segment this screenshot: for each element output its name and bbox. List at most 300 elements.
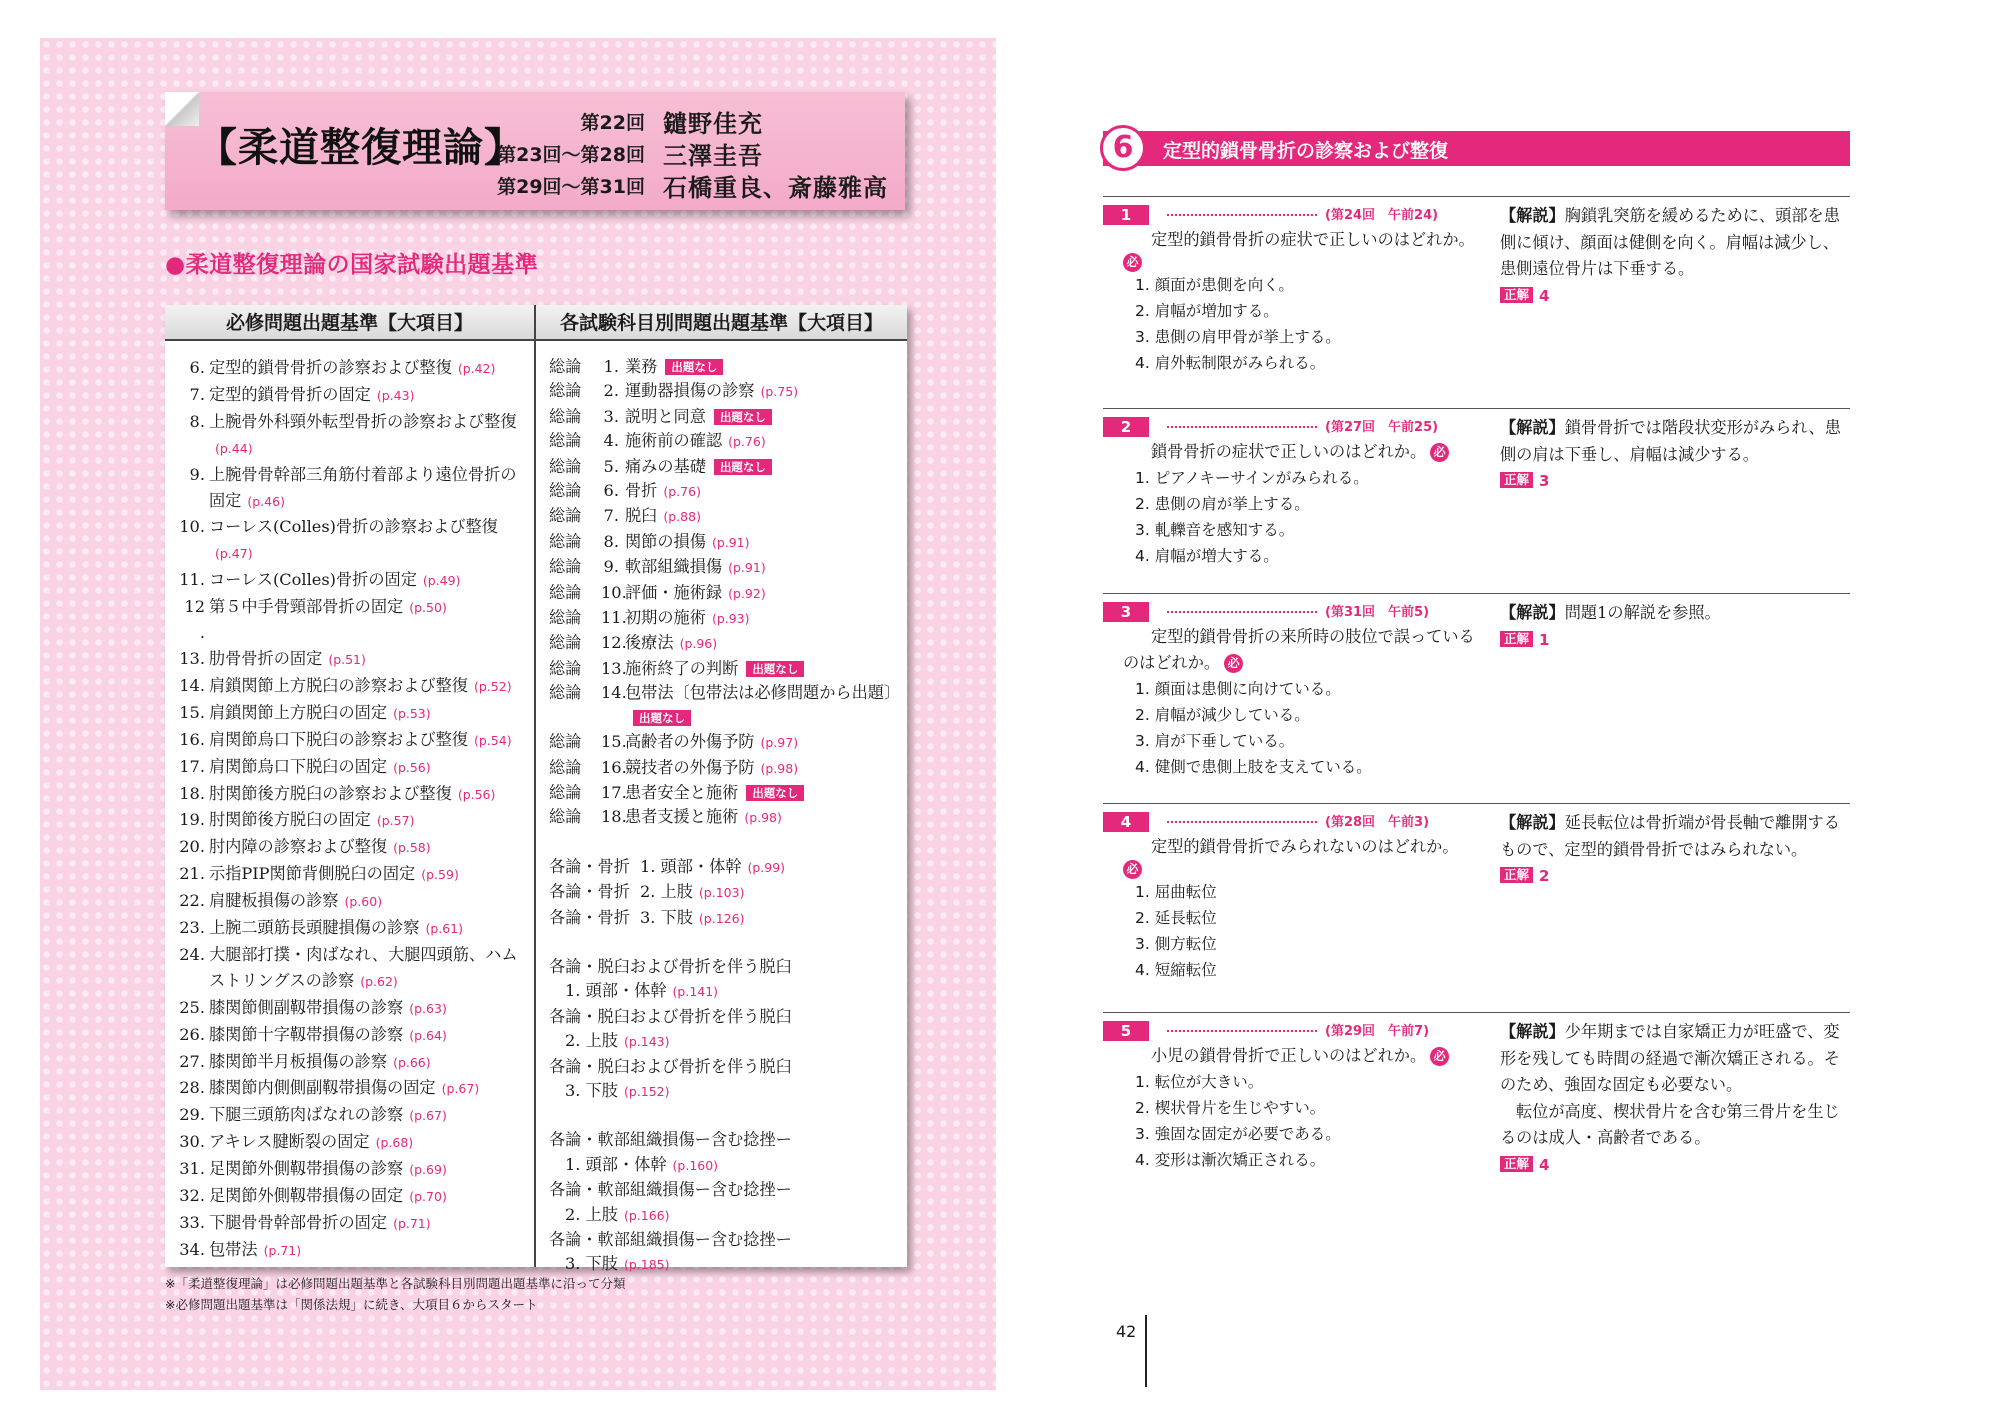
answer-option: 2. 肩幅が増加する。 [1135, 302, 1279, 320]
list-item [549, 781, 899, 805]
item-label: 肩腱板損傷の診察 [209, 891, 339, 911]
problem-number-badge: 3 [1103, 602, 1149, 622]
item-label: 3. 下肢 [565, 1254, 618, 1274]
item-category: 総論 [549, 531, 582, 551]
answer-option: 3. 側方転位 [1135, 935, 1217, 953]
item-label: 説明と同意 [625, 406, 706, 426]
list-item [175, 915, 527, 942]
page-reference: (p.75) [760, 384, 799, 400]
not-tested-badge: 出題なし [714, 459, 772, 475]
item-number: 21. [179, 864, 205, 884]
item-label: 肩関節烏口下脱臼の固定 [209, 756, 388, 776]
list-item [549, 379, 899, 404]
explanation [1500, 810, 1850, 890]
item-label: 下肢 [660, 907, 693, 927]
problem-number-badge: 1 [1103, 205, 1149, 225]
item-text [209, 861, 527, 888]
item-heading: 各論・脱臼および骨折を伴う脱臼 [549, 1006, 792, 1026]
soft-tissue-group [549, 1128, 899, 1277]
correct-answer-badge: 正解 [1500, 867, 1533, 883]
explanation-paragraph [1500, 600, 1850, 627]
explanation-label: 【解説】 [1500, 603, 1565, 622]
list-item [549, 681, 899, 730]
page-reference: (p.98) [744, 810, 782, 826]
item-text [209, 915, 527, 942]
list-item [549, 405, 899, 429]
item-number: 16. [179, 729, 205, 749]
explanation-text: 少年期までは自家矯正力が旺盛で、変形を残しても時間の経過で漸次矯正される。そのため、強固な固定も必要ない。 [1500, 1022, 1840, 1094]
explanation-paragraph [1500, 1019, 1850, 1099]
item-text [625, 479, 899, 504]
list-item [175, 594, 527, 646]
explanation-text: 鎖骨骨折では階段状変形がみられ、患側の肩は下垂し、肩幅は減少する。 [1500, 418, 1841, 464]
item-number: 6. [603, 481, 619, 501]
item-text [209, 409, 527, 462]
list-item [175, 754, 527, 781]
page-reference: (p.66) [393, 1054, 431, 1070]
item-label: 2. 上肢 [565, 1204, 618, 1224]
list-item [175, 1210, 527, 1237]
list-item [175, 409, 527, 462]
list-item [549, 606, 899, 631]
question-text: 定型的鎖骨骨折の来所時の肢位で誤っているのはどれか。 [1123, 627, 1475, 672]
not-tested-badge: 出題なし [746, 661, 804, 677]
answer-option: 2. 肩幅が減少している。 [1135, 706, 1310, 724]
item-label: 包帯法 [209, 1239, 258, 1259]
page-reference: (p.160) [672, 1157, 719, 1173]
item-label: 関節の損傷 [625, 531, 706, 551]
item-number: 14. [179, 675, 205, 695]
not-tested-badge: 出題なし [746, 785, 804, 801]
item-number: 34. [179, 1239, 205, 1259]
dotted-leader [1167, 426, 1317, 428]
item-text [625, 455, 899, 479]
list-item [175, 834, 527, 861]
answer-option: 4. 短縮転位 [1135, 961, 1217, 979]
page-reference: (p.166) [623, 1207, 670, 1223]
item-category: 総論 [549, 582, 582, 602]
item-label: 大腿部打撲・肉ばなれ、大腿四頭筋、ハムストリングスの診察 [209, 944, 518, 990]
item-label: 定型的鎖骨骨折の固定 [209, 384, 371, 404]
dotted-leader [1167, 214, 1317, 216]
item-number: 9. [603, 557, 619, 577]
item-number: 18. [179, 783, 205, 803]
item-text [209, 754, 527, 781]
item-label: 施術前の確認 [625, 431, 723, 451]
item-text [209, 646, 527, 673]
item-label: 骨折 [625, 481, 658, 501]
item-text [209, 700, 527, 727]
page-reference: (p.99) [747, 859, 786, 875]
explanation [1500, 1019, 1850, 1178]
item-number: 11. [179, 570, 205, 590]
list-item [549, 631, 899, 656]
dotted-leader [1167, 1030, 1317, 1032]
correct-answer-badge: 正解 [1500, 287, 1533, 303]
page-reference: (p.54) [474, 732, 512, 748]
item-text [209, 673, 527, 700]
page-reference: (p.76) [663, 484, 701, 500]
explanation-text: 転位が高度、楔状骨片を含む第三骨片を生じるのは成人・高齢者である。 [1500, 1101, 1840, 1147]
author-name: 石橋重良、斎藤雅高 [663, 173, 888, 202]
list-item [175, 807, 527, 834]
item-subline [549, 979, 899, 1004]
item-number: 17. [601, 782, 627, 802]
item-text [625, 581, 899, 606]
answer-row [1500, 627, 1850, 654]
item-text [209, 995, 527, 1022]
item-label: 示指PIP関節背側脱臼の固定 [209, 864, 416, 884]
item-label: 患者安全と施術 [625, 782, 739, 802]
item-number: 29. [179, 1105, 205, 1125]
page-reference: (p.46) [247, 493, 285, 509]
page-reference: (p.59) [421, 867, 459, 883]
explanation-paragraph [1500, 1099, 1850, 1152]
answer-option: 3. 強固な固定が必要である。 [1135, 1125, 1341, 1143]
item-heading: 各論・軟部組織損傷ー含む捻挫ー [549, 1180, 792, 1200]
page-reference: (p.71) [263, 1242, 302, 1258]
item-number: 26. [179, 1024, 205, 1044]
answer-option: 4. 肩幅が増大する。 [1135, 547, 1279, 565]
page-reference: (p.51) [328, 651, 366, 667]
list-item [175, 700, 527, 727]
item-number: 19. [179, 810, 205, 830]
item-category: 総論 [549, 381, 582, 401]
correct-answer-value: 4 [1539, 1155, 1550, 1174]
answer-row [1500, 1152, 1850, 1179]
item-text [209, 594, 527, 646]
item-number: 12. [601, 633, 627, 653]
required-mark-icon: 必 [1123, 860, 1142, 879]
item-number: 18. [601, 807, 627, 827]
criteria-table [165, 305, 907, 1274]
page-reference: (p.43) [376, 387, 415, 403]
list-item [175, 995, 527, 1022]
page-reference: (p.91) [728, 560, 766, 576]
page-reference: (p.52) [474, 678, 512, 694]
item-category: 各論・骨折 [549, 882, 630, 902]
page-reference: (p.44) [215, 440, 253, 456]
question-text: 定型的鎖骨骨折でみられないのはどれか。 [1151, 837, 1459, 856]
item-label: 肘関節後方脱臼の固定 [209, 810, 371, 830]
author-row [465, 136, 895, 170]
page-reference: (p.185) [623, 1257, 670, 1273]
list-item [175, 861, 527, 888]
explanation [1500, 600, 1850, 653]
item-number: 23. [179, 918, 205, 938]
item-number: 1. [639, 856, 656, 876]
explanation [1500, 203, 1850, 309]
question-text: 小児の鎖骨骨折で正しいのはどれか。 [1151, 1046, 1427, 1065]
list-item [175, 646, 527, 673]
answer-option: 4. 健側で患側上肢を支えている。 [1135, 758, 1372, 776]
correct-answer-value: 1 [1539, 630, 1550, 649]
problem-source [1167, 1020, 1437, 1039]
item-heading: 各論・軟部組織損傷ー含む捻挫ー [549, 1130, 792, 1150]
answer-option: 1. 顔面が患側を向く。 [1135, 276, 1294, 294]
page-reference: (p.67) [409, 1108, 447, 1124]
list-item [175, 673, 527, 700]
page-reference: (p.69) [409, 1162, 447, 1178]
answer-option: 2. 楔状骨片を生じやすい。 [1135, 1099, 1326, 1117]
item-category: 総論 [549, 456, 582, 476]
item-label: 痛みの基礎 [625, 456, 706, 476]
subject-title: 【柔道整復理論】 [197, 125, 525, 171]
item-text [209, 1049, 527, 1076]
item-number: 28. [179, 1078, 205, 1098]
list-item [549, 555, 899, 580]
item-label: 高齢者の外傷予防 [625, 732, 755, 752]
item-subline [549, 1153, 899, 1178]
list-item [175, 1102, 527, 1129]
item-text [640, 855, 785, 880]
item-number: 31. [179, 1159, 205, 1179]
page-reference: (p.49) [422, 573, 461, 589]
author-name: 三澤圭吾 [663, 141, 763, 170]
list-item [549, 429, 899, 454]
item-number: 14. [601, 683, 627, 703]
item-number: 20. [179, 837, 205, 857]
item-text [625, 657, 899, 681]
page-reference: (p.67) [441, 1081, 480, 1097]
question-text: 定型的鎖骨骨折の症状で正しいのはどれか。 [1151, 230, 1475, 249]
list-item [549, 479, 899, 504]
item-text [625, 504, 899, 529]
section-number-badge: 6 [1100, 125, 1146, 171]
item-category: 総論 [549, 683, 582, 703]
dotted-leader [1167, 611, 1317, 613]
page-reference: (p.63) [409, 1000, 447, 1016]
problem-number-badge: 2 [1103, 417, 1149, 437]
item-text [625, 379, 899, 404]
item-label: 膝関節半月板損傷の診察 [209, 1051, 388, 1071]
question [1123, 1043, 1475, 1173]
item-text [209, 382, 527, 409]
item-number: 5. [603, 456, 619, 476]
page-reference: (p.103) [698, 885, 745, 901]
item-number: 13. [601, 658, 627, 678]
item-text [209, 807, 527, 834]
item-text [625, 631, 899, 656]
page-reference: (p.47) [215, 546, 253, 562]
item-label: 足関節外側靱帯損傷の診察 [209, 1159, 404, 1179]
item-label: 肩鎖関節上方脱臼の固定 [209, 702, 388, 722]
item-number: 15. [601, 732, 627, 752]
explanation-label: 【解説】 [1500, 1022, 1565, 1041]
explanation-paragraph [1500, 810, 1850, 863]
page-reference: (p.70) [409, 1189, 447, 1205]
subject-column-header: 各試験科目別問題出題基準【大項目】 [536, 305, 907, 341]
answer-option: 3. 患側の肩甲骨が挙上する。 [1135, 328, 1341, 346]
correct-answer-value: 2 [1539, 867, 1550, 885]
item-label: 上腕骨骨幹部三角筋付着部より遠位骨折の固定 [209, 464, 517, 510]
item-label: 包帯法〔包帯法は必修問題から出題〕 [625, 683, 901, 703]
page-reference: (p.93) [711, 611, 750, 627]
item-number: 10. [601, 582, 627, 602]
item-text [625, 805, 899, 830]
item-category: 総論 [549, 608, 582, 628]
not-tested-badge: 出題なし [665, 359, 723, 375]
page-reference: (p.62) [360, 973, 398, 989]
page-reference: (p.53) [393, 705, 431, 721]
problem-number-badge: 5 [1103, 1021, 1149, 1041]
item-label: 1. 頭部・体幹 [565, 981, 667, 1001]
item-category: 総論 [549, 782, 582, 802]
page-reference: (p.98) [760, 760, 799, 776]
page-reference: (p.96) [679, 636, 718, 652]
item-category: 総論 [549, 757, 582, 777]
list-item [175, 382, 527, 409]
item-number: 32. [179, 1186, 205, 1206]
item-text [625, 355, 899, 379]
fracture-group [549, 855, 899, 931]
item-text [625, 429, 899, 454]
item-category: 総論 [549, 557, 582, 577]
list-item [175, 781, 527, 808]
item-category: 総論 [549, 732, 582, 752]
page-reference: (p.97) [760, 735, 799, 751]
page-reference: (p.76) [728, 434, 766, 450]
item-text [625, 555, 899, 580]
item-number: 12 . [184, 597, 205, 643]
exam-round: (第24回 午前24) [1325, 208, 1439, 223]
problem-source [1167, 811, 1437, 830]
explanation-paragraph [1500, 415, 1850, 468]
exam-round: (第31回 午前5) [1325, 605, 1430, 620]
answer-option: 1. 顔面は患側に向けている。 [1135, 680, 1341, 698]
item-label: 軟部組織損傷 [625, 557, 723, 577]
page-reference: (p.126) [698, 910, 745, 926]
author-name: 鑓野佳充 [663, 109, 763, 138]
item-category: 総論 [549, 658, 582, 678]
problem-source [1167, 601, 1437, 620]
item-category: 総論 [549, 506, 582, 526]
list-item [549, 756, 899, 781]
problem-source [1167, 204, 1437, 223]
required-mark-icon: 必 [1224, 654, 1243, 673]
item-text [209, 567, 527, 594]
problem-block [1103, 593, 1850, 803]
item-label: 肋骨骨折の固定 [209, 648, 323, 668]
item-label: 膝関節内側側副靱帯損傷の固定 [209, 1078, 436, 1098]
item-label: 上腕二頭筋長頭腱損傷の診察 [209, 918, 420, 938]
page-reference: (p.152) [623, 1083, 670, 1099]
answer-options [1103, 465, 1475, 569]
required-column-header: 必修問題出題基準【大項目】 [165, 305, 534, 341]
item-heading: 各論・脱臼および骨折を伴う脱臼 [549, 956, 792, 976]
item-number: 30. [179, 1132, 205, 1152]
section-header [1103, 131, 1850, 166]
item-number: 17. [179, 756, 205, 776]
exam-round: (第29回 午前7) [1325, 1024, 1430, 1039]
page-reference: (p.143) [623, 1034, 670, 1050]
item-label: 競技者の外傷予防 [625, 757, 755, 777]
author-row [465, 168, 895, 202]
list-item [175, 1022, 527, 1049]
item-number: 25. [179, 997, 205, 1017]
list-item [549, 880, 899, 905]
list-item [549, 730, 899, 755]
page-reference: (p.71) [393, 1216, 431, 1231]
item-text [209, 1237, 527, 1264]
page-reference: (p.88) [663, 509, 701, 525]
item-label: 頭部・体幹 [660, 856, 742, 876]
required-mark-icon: 必 [1430, 443, 1449, 462]
list-item [549, 355, 899, 379]
item-text [209, 942, 527, 995]
item-text [209, 781, 527, 808]
page-reference: (p.91) [711, 534, 750, 550]
item-number: 22. [179, 891, 205, 911]
author-row [465, 104, 895, 138]
item-text [209, 1022, 527, 1049]
required-items-list [175, 355, 527, 1264]
list-item [175, 355, 527, 382]
footnote: ※「柔道整復理論」は必修問題出題基準と各試験科目別問題出題基準に沿って分類 [165, 1276, 626, 1291]
item-label: 脱臼 [625, 506, 658, 526]
item-label: アキレス腱断裂の固定 [209, 1132, 370, 1152]
page-number-rule [1145, 1315, 1147, 1387]
answer-option: 2. 患側の肩が挙上する。 [1135, 495, 1310, 513]
item-category: 総論 [549, 431, 582, 451]
list-item [175, 567, 527, 594]
item-label: 施術終了の判断 [625, 658, 739, 678]
problem-block [1103, 196, 1850, 408]
item-number: 2. [603, 381, 619, 401]
author-round: 第29回〜第31回 [497, 176, 645, 198]
list-item [549, 657, 899, 681]
page-reference: (p.141) [672, 984, 719, 1000]
dotted-leader [1167, 821, 1317, 823]
page-reference: (p.56) [393, 759, 431, 775]
item-number: 10. [179, 517, 205, 537]
item-text [209, 1075, 527, 1102]
item-heading: 各論・脱臼および骨折を伴う脱臼 [549, 1056, 792, 1076]
exam-round: (第27回 午前25) [1325, 420, 1439, 435]
item-number: 9. [189, 464, 205, 484]
item-number: 4. [603, 431, 619, 451]
item-number: 3. [639, 907, 656, 927]
item-label: 上腕骨外科頸外転型骨折の診察および整復 [209, 411, 517, 431]
page-corner-fold-icon [165, 92, 199, 126]
item-text [640, 880, 745, 905]
item-number: 11. [601, 608, 627, 628]
item-label: 足関節外側靱帯損傷の固定 [209, 1186, 404, 1206]
item-label: 2. 上肢 [565, 1031, 618, 1051]
item-text [625, 756, 899, 781]
item-label: 評価・施術録 [625, 582, 723, 602]
item-text [209, 1210, 527, 1237]
item-label: 肩鎖関節上方脱臼の診察および整復 [209, 675, 468, 695]
item-category: 総論 [549, 406, 582, 426]
item-label: 膝関節十字靱帯損傷の診察 [209, 1024, 404, 1044]
item-text [209, 888, 527, 915]
not-tested-badge: 出題なし [714, 409, 772, 425]
item-text [640, 906, 745, 931]
item-label: 初期の施術 [625, 608, 706, 628]
item-label: 肘内障の診察および整復 [209, 837, 388, 857]
item-text [209, 1183, 527, 1210]
dislocation-group [549, 955, 899, 1104]
item-label: 業務 [625, 357, 658, 376]
correct-answer-value: 3 [1539, 472, 1550, 490]
list-item [175, 514, 527, 567]
item-text [209, 1129, 527, 1156]
item-label: 患者支援と施術 [625, 807, 739, 827]
item-subline [549, 1203, 899, 1228]
item-text [209, 462, 527, 515]
item-number: 1. [603, 357, 619, 376]
